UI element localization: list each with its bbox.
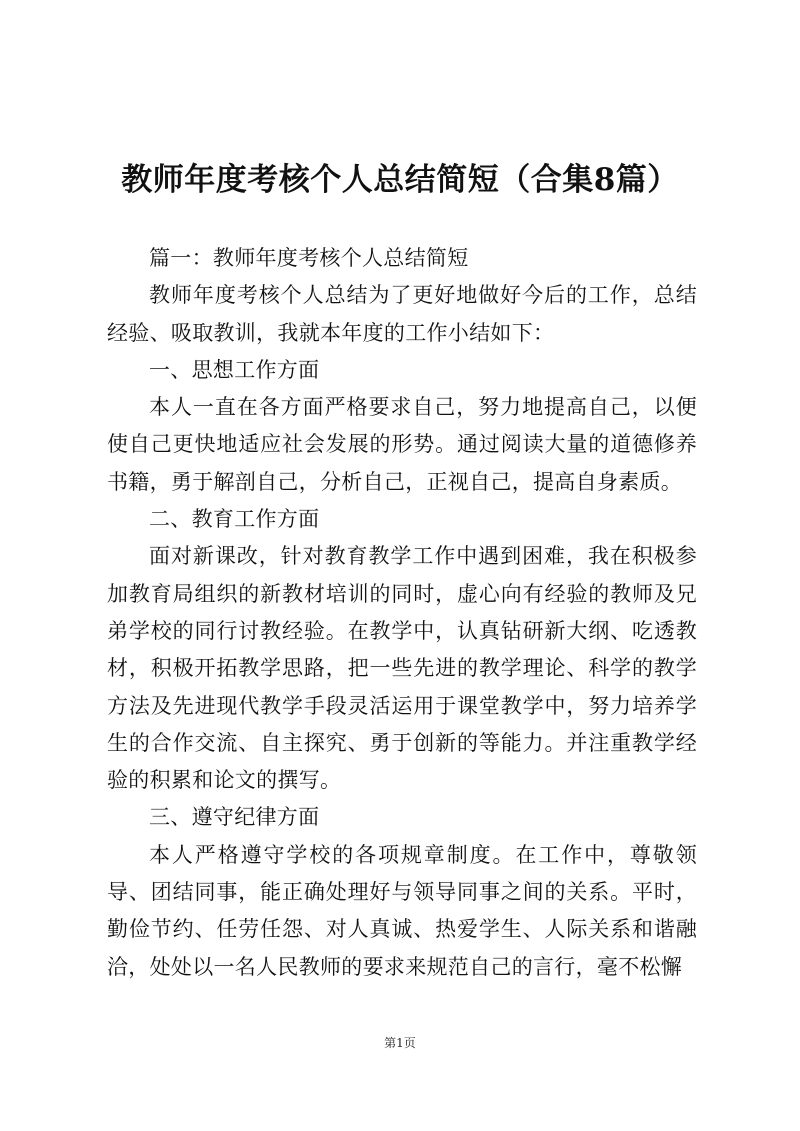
document-body (107, 240, 697, 986)
body-paragraph: 本人严格遵守学校的各项规章制度。在工作中，尊敬领导、团结同事，能正确处理好与领导同事之间的关系。平时，勤俭节约、任劳任怨、对人真诚、热爱学生、人际关系和谐融洽，处处以一名人民教师的要求来规范自己的言行，毫不松懈 (107, 842, 697, 979)
body-paragraph: 本人一直在各方面严格要求自己，努力地提高自己，以便使自己更快地适应社会发展的形势。通过阅读大量的道德修养书籍，勇于解剖自己，分析自己，正视自己，提高自身素质。 (107, 395, 697, 494)
document-title: 教师年度考核个人总结简短（合集8篇） (121, 162, 679, 198)
body-paragraph: 面对新课改，针对教育教学工作中遇到困难，我在积极参加教育局组织的新教材培训的同时，虚心向有经验的教师及兄弟学校的同行讨教经验。在教学中，认真钻研新大纲、吃透教材，积极开拓教学思路，把一些先进的教学理论、科学的教学方法及先进现代教学手段灵活运用于课堂教学中，努力培养学生的合作交流、自主探究、勇于创新的等能力。并注重教学经验的积累和论文的撰写。 (107, 544, 697, 793)
section-heading: 三、遵守纪律方面 (149, 805, 320, 830)
body-paragraph: 教师年度考核个人总结为了更好地做好今后的工作，总结经验、吸取教训，我就本年度的工作小结如下： (107, 283, 697, 345)
section-heading: 一、思想工作方面 (149, 357, 320, 382)
section-heading: 二、教育工作方面 (149, 507, 320, 532)
section-heading: 篇一：教师年度考核个人总结简短 (149, 246, 469, 270)
page-number: 第1页 (384, 1036, 416, 1050)
